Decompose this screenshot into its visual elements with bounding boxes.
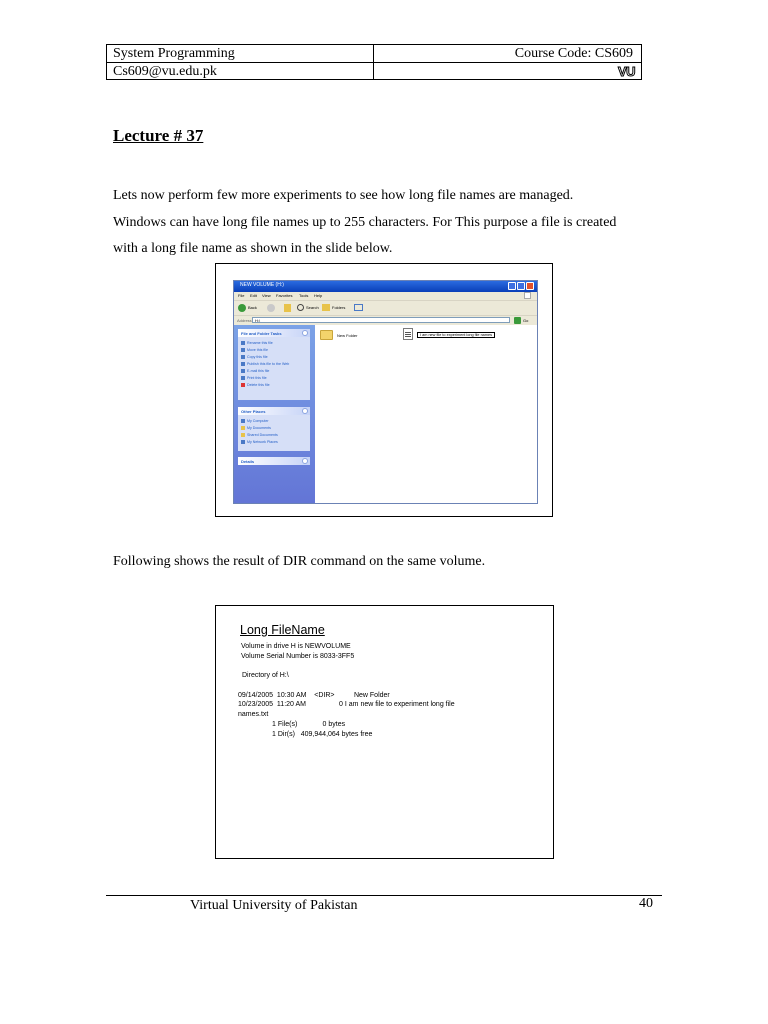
globe-icon: [241, 362, 245, 366]
delete-icon: [241, 383, 245, 387]
go-icon[interactable]: [514, 317, 521, 324]
network-icon: [241, 440, 245, 444]
address-bar: [234, 315, 537, 325]
vu-logo: VU: [617, 64, 635, 79]
dir-line: 1 File(s) 0 bytes: [272, 721, 346, 728]
file-name-edit[interactable]: I am new file to experiment long file names: [417, 332, 495, 338]
windows-logo-icon: [524, 292, 531, 299]
task-label: Copy this file: [247, 355, 268, 359]
menu-tools[interactable]: Tools: [299, 293, 309, 298]
lecture-title: Lecture # 37: [113, 126, 204, 145]
place-shared-documents[interactable]: [241, 433, 278, 437]
computer-icon: [241, 419, 245, 423]
folder-icon: [241, 426, 245, 430]
file-folder-tasks-title: File and Folder Tasks: [241, 331, 282, 336]
close-icon[interactable]: [526, 282, 534, 290]
task-rename[interactable]: [241, 341, 273, 345]
task-label: Print this file: [247, 376, 267, 380]
header-row-1: [107, 45, 641, 63]
task-label: Publish this file to the Web: [247, 362, 290, 366]
explorer-slide: [215, 263, 553, 517]
menu-view[interactable]: View: [262, 293, 271, 298]
mail-icon: [241, 369, 245, 373]
place-label: My Network Places: [247, 440, 278, 444]
folder-name[interactable]: New Folder: [337, 333, 358, 338]
explorer-toolbar: [234, 300, 537, 315]
task-label: E-mail this file: [247, 369, 270, 373]
place-label: Shared Documents: [247, 433, 278, 437]
search-label[interactable]: Search: [306, 305, 319, 310]
dir-line: Volume Serial Number is 8033-3FF5: [241, 653, 355, 660]
task-label: Rename this file: [247, 341, 273, 345]
footer-rule: [106, 895, 662, 896]
folders-icon[interactable]: [322, 304, 330, 311]
course-name: System Programming: [113, 46, 235, 61]
collapse-chevron-icon[interactable]: [302, 408, 308, 414]
search-icon[interactable]: [297, 304, 304, 311]
up-folder-icon[interactable]: [284, 304, 291, 312]
menu-favorites[interactable]: Favorites: [276, 293, 293, 298]
page-number: 40: [639, 896, 653, 911]
place-my-documents[interactable]: [241, 426, 271, 430]
dir-line: Volume in drive H is NEWVOLUME: [241, 643, 351, 650]
intro-line: Lets now perform few more experiments to see how long file names are managed.: [113, 188, 574, 203]
text-file-icon[interactable]: [403, 328, 413, 340]
details-panel: [238, 457, 310, 465]
other-places-header[interactable]: [238, 407, 310, 415]
task-label: Move this file: [247, 348, 268, 352]
task-print[interactable]: [241, 376, 267, 380]
task-label: Delete this file: [247, 383, 270, 387]
explorer-task-pane: [234, 325, 315, 503]
place-my-computer[interactable]: [241, 419, 269, 423]
forward-icon[interactable]: [267, 304, 275, 312]
place-label: My Computer: [247, 419, 269, 423]
dir-line: 1 Dir(s) 409,944,064 bytes free: [272, 731, 373, 738]
explorer-menubar: [234, 292, 537, 300]
address-label: Address: [237, 318, 252, 323]
address-input[interactable]: H:\: [252, 317, 510, 323]
dir-slide: [215, 605, 554, 859]
go-label[interactable]: Go: [523, 318, 529, 323]
task-publish[interactable]: [241, 362, 289, 366]
dir-slide-title: Long FileName: [240, 623, 325, 637]
explorer-window-title: NEW VOLUME (H:): [240, 282, 284, 288]
header-row-2: [107, 63, 641, 80]
footer-institution: Virtual University of Pakistan: [190, 898, 358, 913]
place-label: My Documents: [247, 426, 271, 430]
details-header[interactable]: [238, 457, 310, 465]
folders-label[interactable]: Folders: [332, 305, 346, 310]
other-places-title: Other Places: [241, 409, 266, 414]
task-copy[interactable]: [241, 355, 268, 359]
file-folder-tasks-header[interactable]: [238, 329, 310, 337]
header-divider: [373, 45, 374, 79]
menu-file[interactable]: File: [238, 293, 245, 298]
course-email: Cs609@vu.edu.pk: [113, 64, 217, 79]
copy-icon: [241, 355, 245, 359]
header-table: [106, 44, 642, 80]
expand-chevron-icon[interactable]: [302, 458, 308, 464]
maximize-icon[interactable]: [517, 282, 525, 290]
menu-edit[interactable]: Edit: [250, 293, 257, 298]
task-email[interactable]: [241, 369, 269, 373]
explorer-file-area: [315, 325, 537, 503]
views-icon[interactable]: [354, 304, 363, 311]
dir-line: 09/14/2005 10:30 AM <DIR> New Folder: [238, 692, 390, 699]
back-icon[interactable]: [238, 304, 246, 312]
intro-line: Windows can have long file names up to 255 characters. For This purpose a file is created: [113, 214, 617, 230]
dir-line: Directory of H:\: [242, 672, 289, 679]
followup-text: Following shows the result of DIR command on the same volume.: [113, 554, 486, 569]
explorer-window: [233, 280, 538, 504]
dir-line: names.txt: [238, 711, 269, 718]
place-network[interactable]: [241, 440, 278, 444]
other-places-panel: [238, 407, 310, 451]
folder-icon: [241, 433, 245, 437]
task-move[interactable]: [241, 348, 268, 352]
back-label[interactable]: Back: [248, 305, 257, 310]
menu-help[interactable]: Help: [314, 293, 323, 298]
printer-icon: [241, 376, 245, 380]
minimize-icon[interactable]: [508, 282, 516, 290]
intro-line: with a long file name as shown in the slide below.: [113, 241, 393, 256]
folder-icon[interactable]: [320, 330, 333, 340]
move-icon: [241, 348, 245, 352]
collapse-chevron-icon[interactable]: [302, 330, 308, 336]
rename-icon: [241, 341, 245, 345]
task-delete[interactable]: [241, 383, 270, 387]
intro-paragraph: [113, 183, 673, 263]
details-title: Details: [241, 459, 255, 464]
explorer-titlebar: [234, 281, 537, 292]
course-code: Course Code: CS609: [514, 46, 633, 61]
dir-line: 10/23/2005 11:20 AM 0 I am new file to experiment long file: [238, 701, 455, 708]
file-folder-tasks-panel: [238, 329, 310, 400]
